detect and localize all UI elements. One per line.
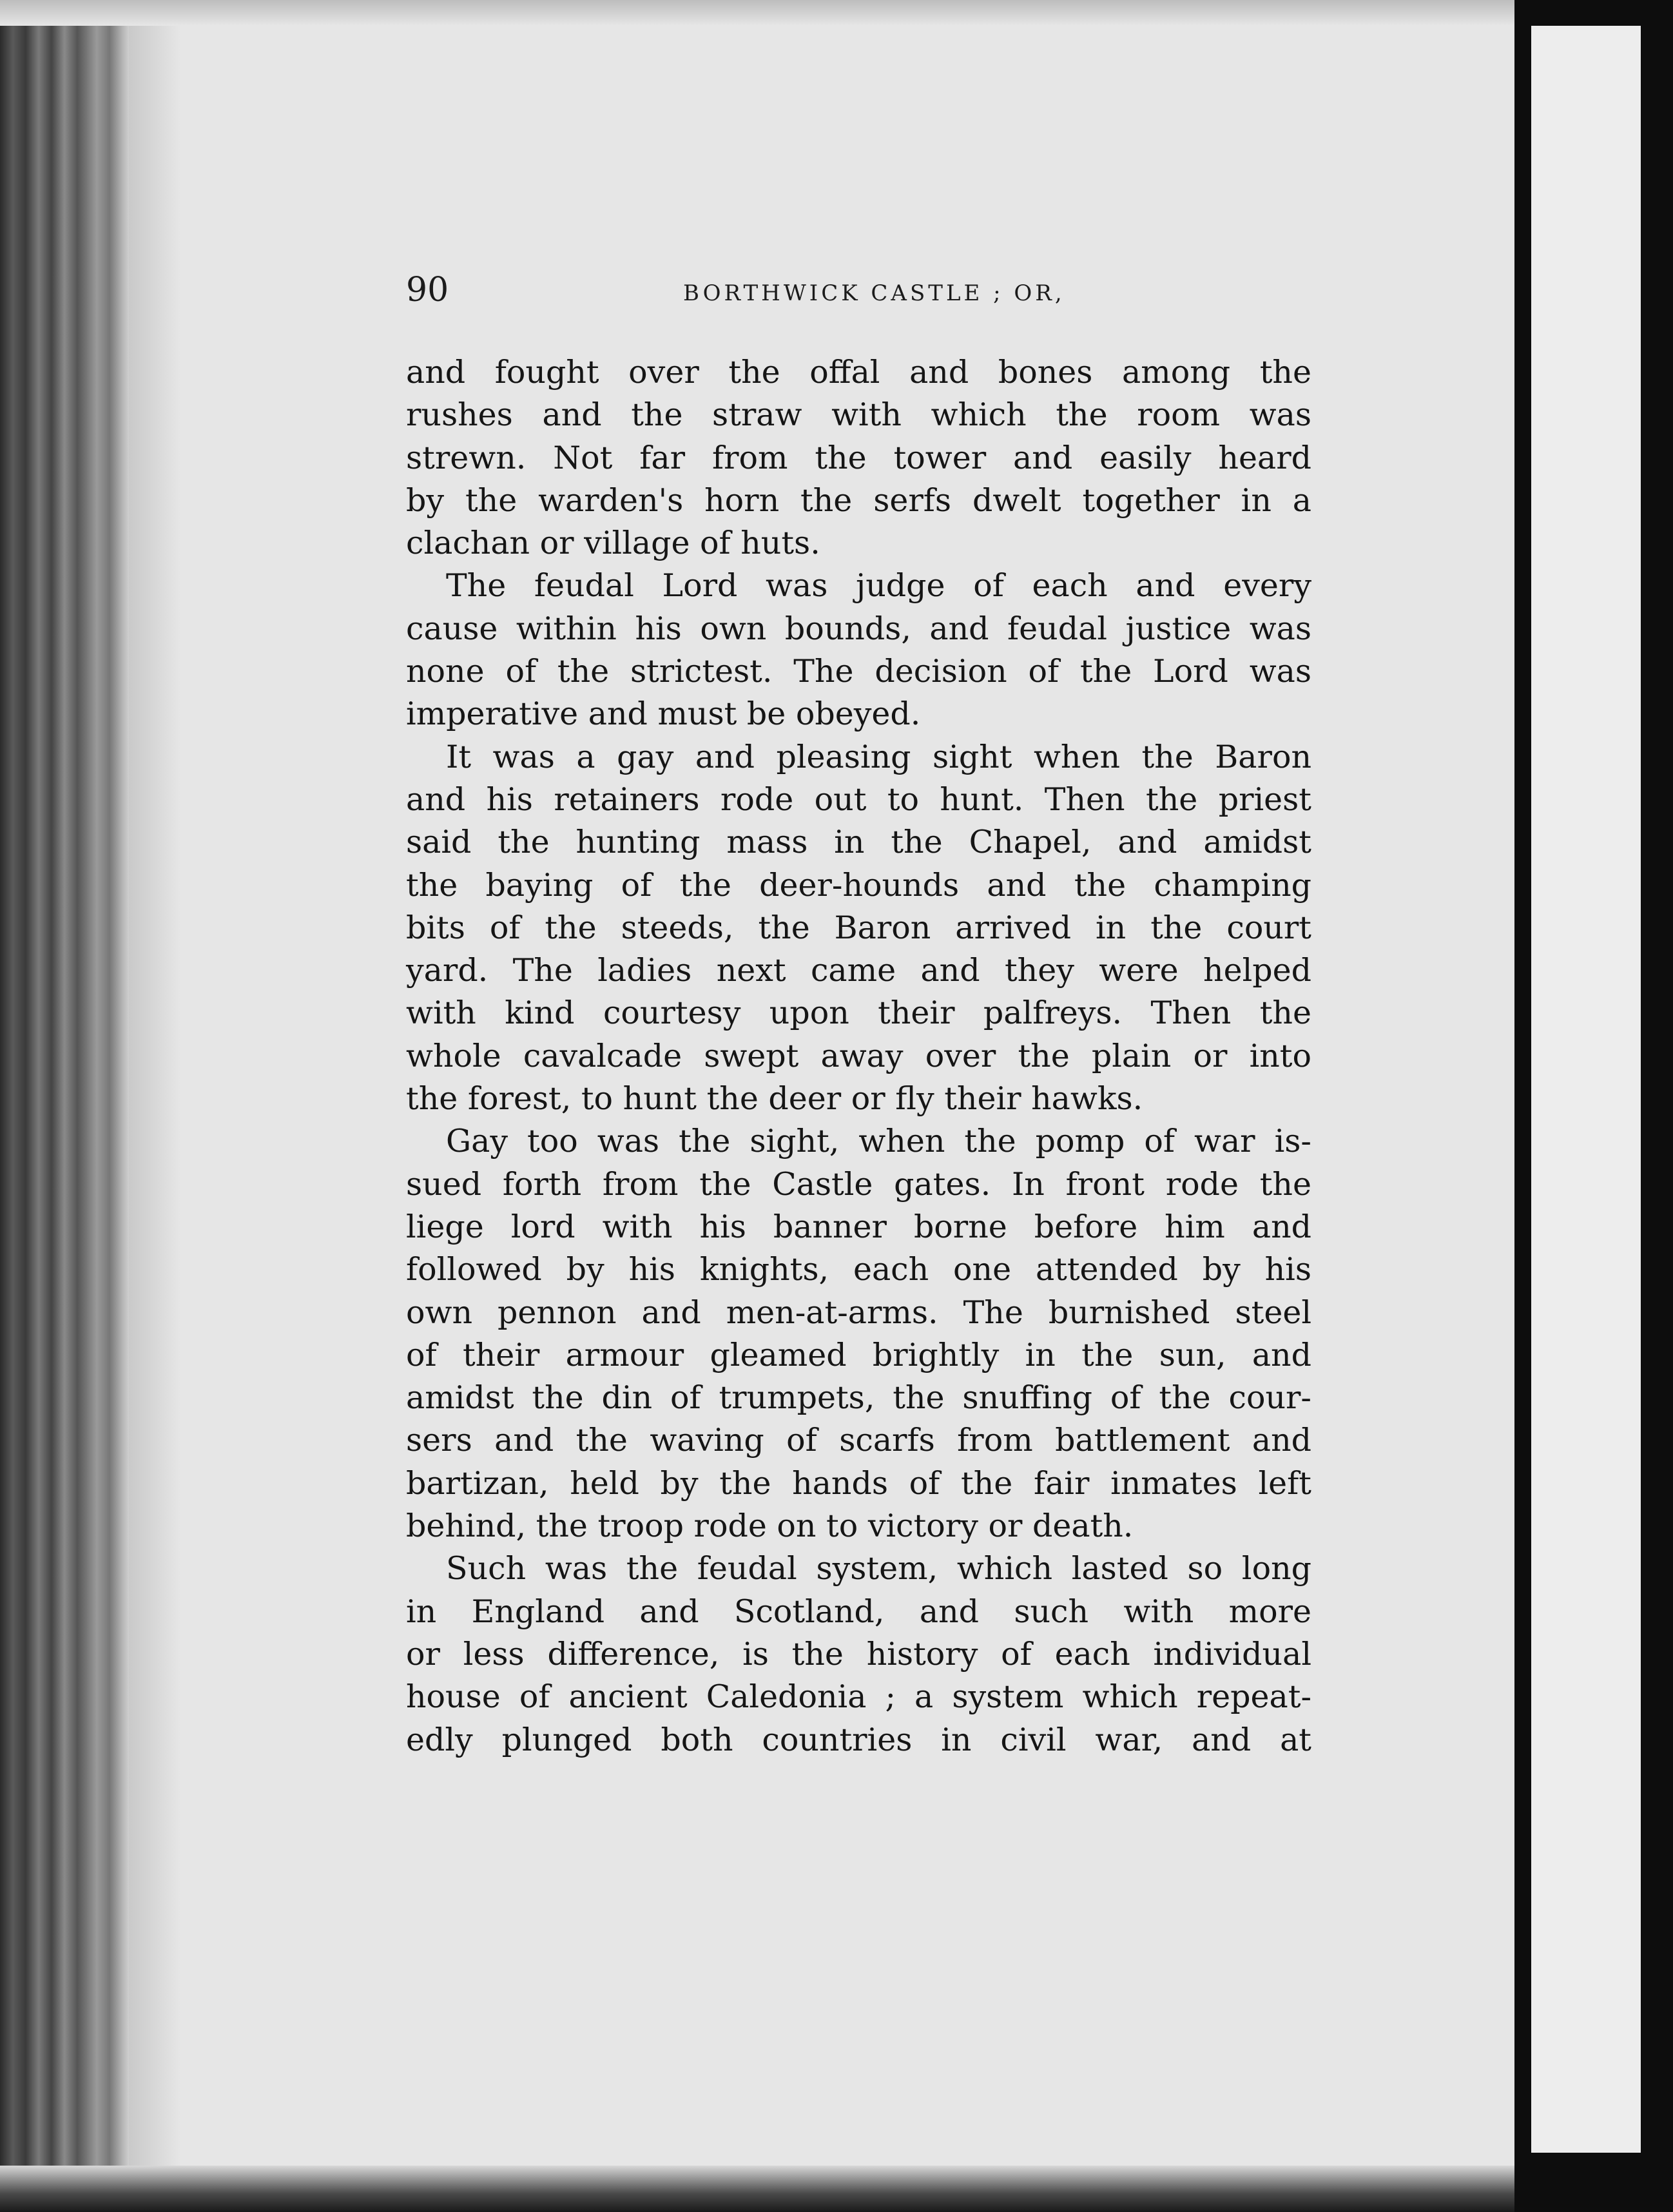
text-line: The feudal Lord was judge of each and every: [446, 567, 1311, 605]
text-line: the forest, to hunt the deer or fly their hawks.: [406, 1080, 1143, 1118]
text-line: of their armour gleamed brightly in the sun, and: [406, 1336, 1311, 1373]
text-line: house of ancient Caledonia ; a system which repeat-: [406, 1678, 1311, 1716]
body-text: [406, 351, 1311, 1761]
text-line: clachan or village of huts.: [406, 525, 820, 562]
text-line: edly plunged both countries in civil war, and at: [406, 1721, 1311, 1758]
bottom-page-edge: [0, 2166, 1514, 2212]
text-line: bits of the steeds, the Baron arrived in the court: [406, 909, 1311, 946]
text-line: imperative and must be obeyed.: [406, 695, 921, 733]
text-line: Gay too was the sight, when the pomp of war is-: [446, 1123, 1311, 1160]
text-line: and his retainers rode out to hunt. Then the priest: [406, 781, 1311, 818]
text-line: bartizan, held by the hands of the fair inmates left: [406, 1464, 1311, 1502]
top-page-shadow: [0, 0, 1514, 26]
text-line: by the warden's horn the serfs dwelt together in a: [406, 481, 1311, 519]
text-line: liege lord with his banner borne before him and: [406, 1208, 1311, 1245]
text-line: amidst the din of trumpets, the snuffing of the cour-: [406, 1379, 1311, 1417]
text-line: and fought over the offal and bones among the: [406, 354, 1311, 391]
text-line: rushes and the straw with which the room was: [406, 396, 1311, 434]
text-line: or less difference, is the history of each individual: [406, 1635, 1311, 1673]
gutter-fade: [129, 0, 180, 2212]
running-title: BORTHWICK CASTLE ; OR,: [683, 280, 1065, 306]
text-line: in England and Scotland, and such with more: [406, 1593, 1311, 1630]
text-line: cause within his own bounds, and feudal justice was: [406, 610, 1311, 647]
text-line: whole cavalcade swept away over the plain or into: [406, 1037, 1311, 1074]
text-line: the baying of the deer-hounds and the champing: [406, 866, 1311, 904]
text-line: sers and the waving of scarfs from battlement and: [406, 1422, 1311, 1459]
text-line: strewn. Not far from the tower and easily heard: [406, 439, 1311, 476]
text-line: It was a gay and pleasing sight when the Baron: [446, 738, 1311, 775]
text-line: Such was the feudal system, which lasted so long: [446, 1550, 1311, 1587]
text-line: yard. The ladies next came and they were helped: [406, 952, 1311, 989]
text-line: own pennon and men-at-arms. The burnished steel: [406, 1294, 1311, 1331]
book-binding-shadow: [0, 0, 129, 2212]
text-line: said the hunting mass in the Chapel, and amidst: [406, 824, 1311, 861]
text-line: behind, the troop rode on to victory or death.: [406, 1508, 1134, 1545]
text-line: sued forth from the Castle gates. In front rode the: [406, 1165, 1311, 1203]
page-header: [406, 264, 1321, 316]
facing-page-edge: [1531, 26, 1641, 2153]
text-line: with kind courtesy upon their palfreys. Then the: [406, 994, 1311, 1032]
page-number: 90: [406, 271, 449, 309]
text-line: none of the strictest. The decision of the Lord was: [406, 653, 1311, 690]
text-line: followed by his knights, each one attended by his: [406, 1251, 1311, 1288]
